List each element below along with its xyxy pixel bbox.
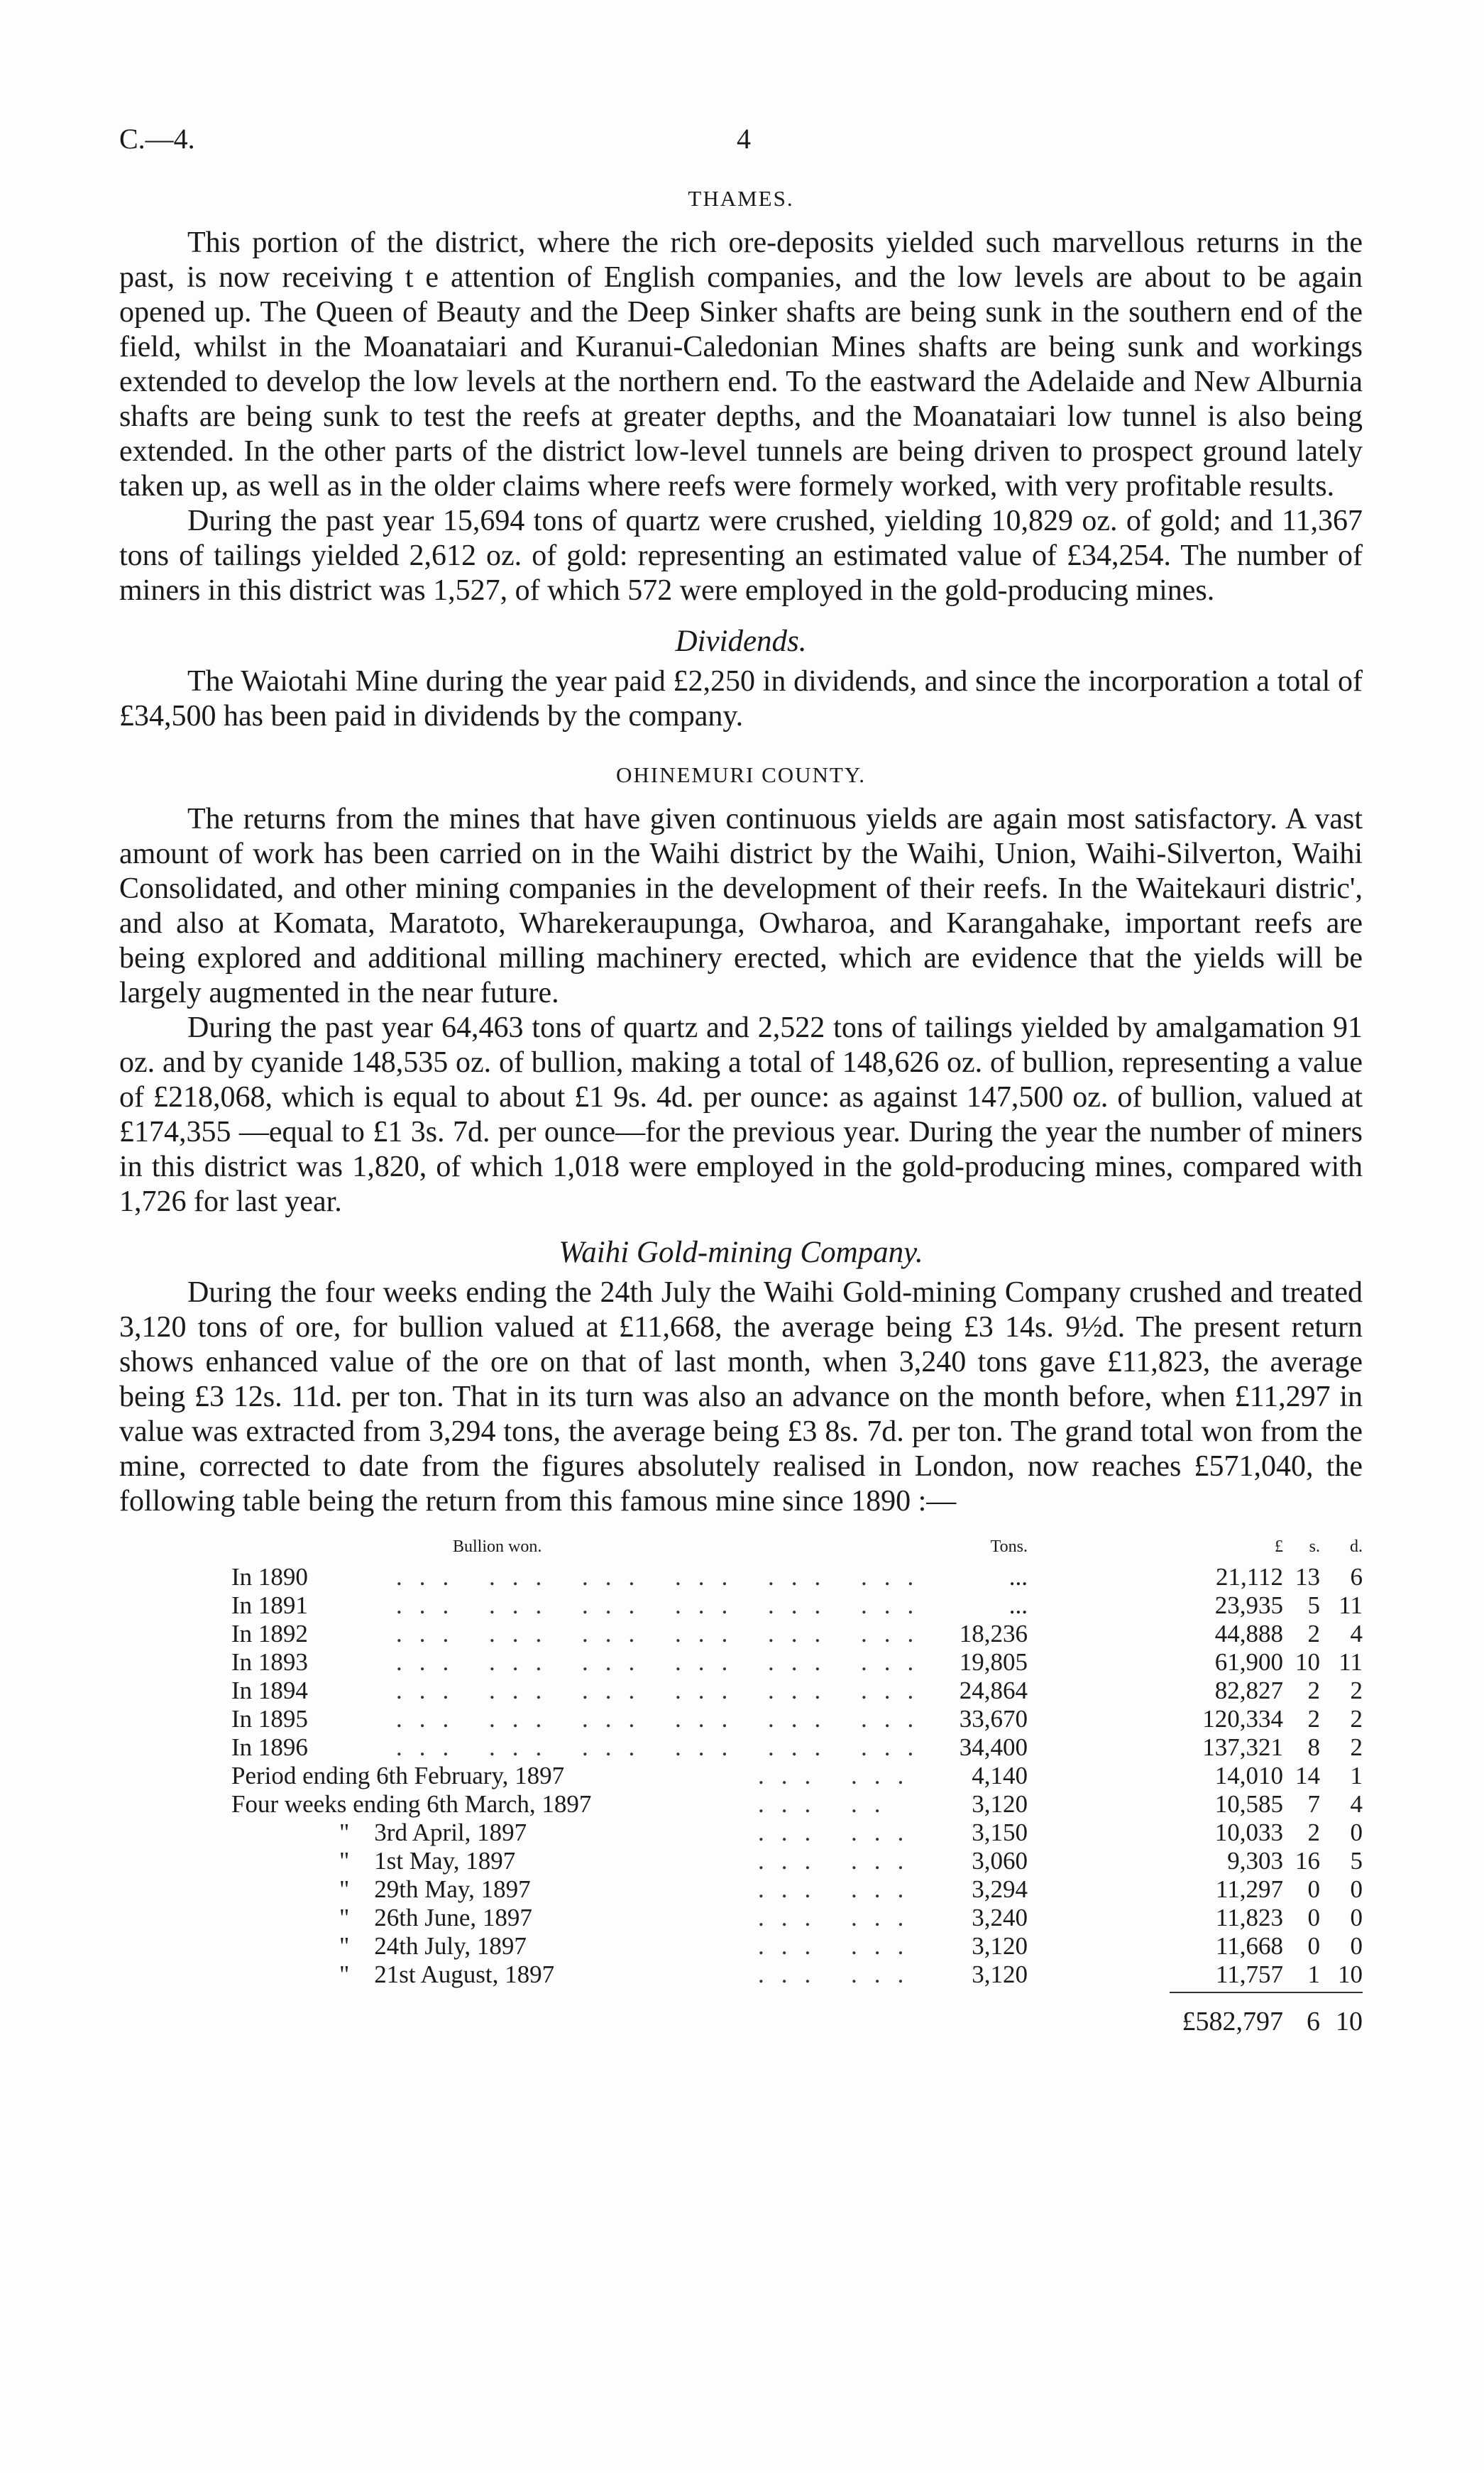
- row-tons: 3,120: [972, 1932, 1028, 1960]
- section-title-ohinemuri: OHINEMURI COUNTY.: [615, 762, 867, 787]
- table-row: [119, 1591, 1363, 1620]
- row-shillings: 0: [1307, 1932, 1320, 1960]
- row-pence: 2: [1350, 1705, 1363, 1733]
- row-label: In 1893: [231, 1648, 308, 1676]
- row-shillings: 0: [1307, 1904, 1320, 1931]
- table-row: [119, 1875, 1363, 1904]
- row-tons: ...: [1008, 1591, 1028, 1619]
- row-shillings: 2: [1307, 1620, 1320, 1647]
- waihi-title: Waihi Gold-mining Company.: [559, 1236, 923, 1269]
- row-dots: ... ...: [758, 1875, 921, 1903]
- row-pence: 6: [1350, 1563, 1363, 1591]
- row-pounds: 44,888: [1214, 1620, 1283, 1647]
- row-dots: ... ...: [758, 1961, 921, 1988]
- row-shillings: 14: [1295, 1762, 1320, 1789]
- row-pence: 0: [1350, 1875, 1363, 1903]
- total-rule: [1170, 1992, 1363, 1993]
- row-dots: ... ..: [758, 1790, 898, 1818]
- table-row: [119, 1790, 1363, 1819]
- row-pounds: 11,757: [1216, 1961, 1283, 1988]
- row-tons: 34,400: [959, 1733, 1028, 1761]
- row-shillings: 8: [1307, 1733, 1320, 1761]
- row-tons: ...: [1008, 1563, 1028, 1591]
- header-bullion: Bullion won.: [453, 1537, 542, 1556]
- row-tons: 33,670: [959, 1705, 1028, 1733]
- table-row: [119, 1648, 1363, 1677]
- row-tons: 3,060: [972, 1847, 1028, 1875]
- row-dots: ... ...: [758, 1932, 921, 1960]
- row-label: " 26th June, 1897: [339, 1904, 532, 1931]
- bullion-table: [119, 1537, 1363, 2049]
- row-tons: 3,240: [972, 1904, 1028, 1931]
- dividends-paragraph: The Waiotahi Mine during the year paid £2,250 in dividends, and since the incorporation a total of £34,500 has been paid in dividends by the company.: [119, 665, 1363, 733]
- row-label: In 1891: [231, 1591, 308, 1619]
- row-dots: ... ... ... ... ... ...: [396, 1563, 931, 1591]
- header-pounds: £: [1275, 1537, 1283, 1556]
- table-row: [119, 1705, 1363, 1733]
- page-number: 4: [737, 123, 751, 155]
- row-pence: 2: [1350, 1733, 1363, 1761]
- row-dots: ... ...: [758, 1762, 921, 1789]
- row-pounds: 82,827: [1214, 1677, 1283, 1704]
- table-row: [119, 1762, 1363, 1790]
- row-dots: ... ...: [758, 1847, 921, 1875]
- row-dots: ... ... ... ... ... ...: [396, 1733, 931, 1761]
- row-label: " 29th May, 1897: [339, 1875, 531, 1903]
- page-body: [119, 186, 1363, 2049]
- row-tons: 3,120: [972, 1790, 1028, 1818]
- row-shillings: 10: [1295, 1648, 1320, 1676]
- row-pence: 10: [1338, 1961, 1363, 1988]
- row-pence: 11: [1339, 1591, 1363, 1619]
- row-pence: 0: [1350, 1932, 1363, 1960]
- row-label: In 1894: [231, 1677, 308, 1704]
- table-row: [119, 1961, 1363, 1989]
- row-pounds: 137,321: [1202, 1733, 1283, 1761]
- table-row: [119, 1677, 1363, 1705]
- thames-paragraph-2: During the past year 15,694 tons of quartz were crushed, yielding 10,829 oz. of gold; and 11,367 tons of tailings yielded 2,612 oz. of gold: representing an estimated value of £34,254. The number of miners in this district was 1,527, of which 572 were employed in the gold-producing mines.: [119, 505, 1363, 607]
- section-title-thames: THAMES.: [688, 186, 794, 211]
- row-shillings: 2: [1307, 1705, 1320, 1733]
- row-pence: 1: [1350, 1762, 1363, 1789]
- table-row: [119, 1819, 1363, 1847]
- row-pounds: 21,112: [1216, 1563, 1283, 1591]
- table-row: [119, 1563, 1363, 1591]
- header-tons: Tons.: [990, 1537, 1028, 1556]
- row-pounds: 120,334: [1202, 1705, 1283, 1733]
- row-dots: ... ... ... ... ... ...: [396, 1705, 931, 1733]
- row-label: " 1st May, 1897: [339, 1847, 516, 1875]
- row-label: Period ending 6th February, 1897: [231, 1762, 565, 1789]
- row-label: " 3rd April, 1897: [339, 1819, 527, 1846]
- page-header: [119, 122, 1368, 165]
- row-tons: 24,864: [959, 1677, 1028, 1704]
- row-shillings: 13: [1295, 1563, 1320, 1591]
- dividends-title: Dividends.: [675, 625, 807, 658]
- waihi-paragraph: During the four weeks ending the 24th July the Waihi Gold-mining Company crushed and treated 3,120 tons of ore, for bullion valued at £11,668, the average being £3 14s. 9½d. The present return shows enhanced value of the ore on that of last month, when 3,240 tons gave £11,823, the average being £3 12s. 11d. per ton. That in its turn was also an advance on the month before, when £11,297 in value was extracted from 3,294 tons, the average being £3 8s. 7d. per ton. The grand total won from the mine, corrected to date from the figures absolutely realised in London, now reaches £571,040, the following table being the return from this famous mine since 1890 :—: [119, 1276, 1363, 1518]
- row-label: Four weeks ending 6th March, 1897: [231, 1790, 592, 1818]
- row-tons: 4,140: [972, 1762, 1028, 1789]
- row-label: " 24th July, 1897: [339, 1932, 527, 1960]
- row-dots: ... ...: [758, 1819, 921, 1846]
- row-dots: ... ... ... ... ... ...: [396, 1677, 931, 1704]
- row-tons: 19,805: [959, 1648, 1028, 1676]
- row-label: In 1892: [231, 1620, 308, 1647]
- row-shillings: 2: [1307, 1819, 1320, 1846]
- table-row: [119, 1932, 1363, 1961]
- row-dots: ... ...: [758, 1904, 921, 1931]
- row-pence: 0: [1350, 1819, 1363, 1846]
- row-label: " 21st August, 1897: [339, 1961, 555, 1988]
- row-pence: 5: [1350, 1847, 1363, 1875]
- row-label: In 1896: [231, 1733, 308, 1761]
- row-dots: ... ... ... ... ... ...: [396, 1591, 931, 1619]
- row-shillings: 7: [1307, 1790, 1320, 1818]
- row-pounds: 11,297: [1216, 1875, 1283, 1903]
- table-row: [119, 1733, 1363, 1762]
- table-row: [119, 1620, 1363, 1648]
- row-shillings: 16: [1295, 1847, 1320, 1875]
- row-pence: 2: [1350, 1677, 1363, 1704]
- table-row: [119, 1904, 1363, 1932]
- total-pounds: £582,797: [1182, 2007, 1283, 2036]
- ohinemuri-paragraph-1: The returns from the mines that have given continuous yields are again most satisfactory. A vast amount of work has been carried on in the Waihi district by the Waihi, Union, Waihi-Silverton, Waihi Consolidated, and other mining companies in the development of their reefs. In the Waitekauri distric', and also at Komata, Maratoto, Wharekeraupunga, Owharoa, and Karangahake, important reefs are being explored and additional milling machinery erected, which are evidence that the yields will be largely augmented in the near future.: [119, 803, 1363, 1009]
- row-pounds: 23,935: [1214, 1591, 1283, 1619]
- total-pence: 10: [1336, 2007, 1363, 2036]
- row-pence: 4: [1350, 1790, 1363, 1818]
- row-pounds: 10,033: [1214, 1819, 1283, 1846]
- thames-paragraph-1: This portion of the district, where the rich ore-deposits yielded such marvellous returns in the past, is now receiving t e attention of English companies, and the low levels are about to be again opened up. The Queen of Beauty and the Deep Sinker shafts are being sunk in the southern end of the field, whilst in the Moanataiari and Kuranui-Caledonian Mines shafts are being sunk and workings extended to develop the low levels at the northern end. To the eastward the Adelaide and New Alburnia shafts are being sunk to test the reefs at greater depths, and the Moanataiari low tunnel is also being extended. In the other parts of the district low-level tunnels are being driven to prospect ground lately taken up, as well as in the older claims where reefs were formely worked, with very profitable results.: [119, 226, 1363, 503]
- row-tons: 18,236: [959, 1620, 1028, 1647]
- row-pounds: 14,010: [1214, 1762, 1283, 1789]
- table-header: [119, 1537, 1363, 1566]
- table-total-row: [119, 2006, 1363, 2034]
- header-pence: d.: [1350, 1537, 1363, 1556]
- ohinemuri-paragraph-2: During the past year 64,463 tons of quartz and 2,522 tons of tailings yielded by amalgamation 91 oz. and by cyanide 148,535 oz. of bullion, making a total of 148,626 oz. of bullion, representing a value of £218,068, which is equal to about £1 9s. 4d. per ounce: as against 147,500 oz. of bullion, valued at £174,355 —equal to £1 3s. 7d. per ounce—for the previous year. During the year the number of miners in this district was 1,820, of which 1,018 were employed in the gold-producing mines, compared with 1,726 for last year.: [119, 1011, 1363, 1218]
- total-shillings: 6: [1307, 2007, 1320, 2036]
- row-dots: ... ... ... ... ... ...: [396, 1620, 931, 1647]
- row-shillings: 2: [1307, 1677, 1320, 1704]
- row-shillings: 0: [1307, 1875, 1320, 1903]
- row-label: In 1890: [231, 1563, 308, 1591]
- header-shillings: s.: [1309, 1537, 1320, 1556]
- document-code: C.—4.: [119, 123, 195, 155]
- row-pounds: 11,668: [1216, 1932, 1283, 1960]
- row-tons: 3,150: [972, 1819, 1028, 1846]
- row-shillings: 1: [1307, 1961, 1320, 1988]
- row-dots: ... ... ... ... ... ...: [396, 1648, 931, 1676]
- row-pounds: 11,823: [1216, 1904, 1283, 1931]
- row-shillings: 5: [1307, 1591, 1320, 1619]
- row-tons: 3,294: [972, 1875, 1028, 1903]
- table-row: [119, 1847, 1363, 1875]
- row-pence: 0: [1350, 1904, 1363, 1931]
- row-pounds: 9,303: [1227, 1847, 1283, 1875]
- row-tons: 3,120: [972, 1961, 1028, 1988]
- row-pounds: 61,900: [1214, 1648, 1283, 1676]
- row-label: In 1895: [231, 1705, 308, 1733]
- row-pence: 11: [1339, 1648, 1363, 1676]
- row-pence: 4: [1350, 1620, 1363, 1647]
- row-pounds: 10,585: [1214, 1790, 1283, 1818]
